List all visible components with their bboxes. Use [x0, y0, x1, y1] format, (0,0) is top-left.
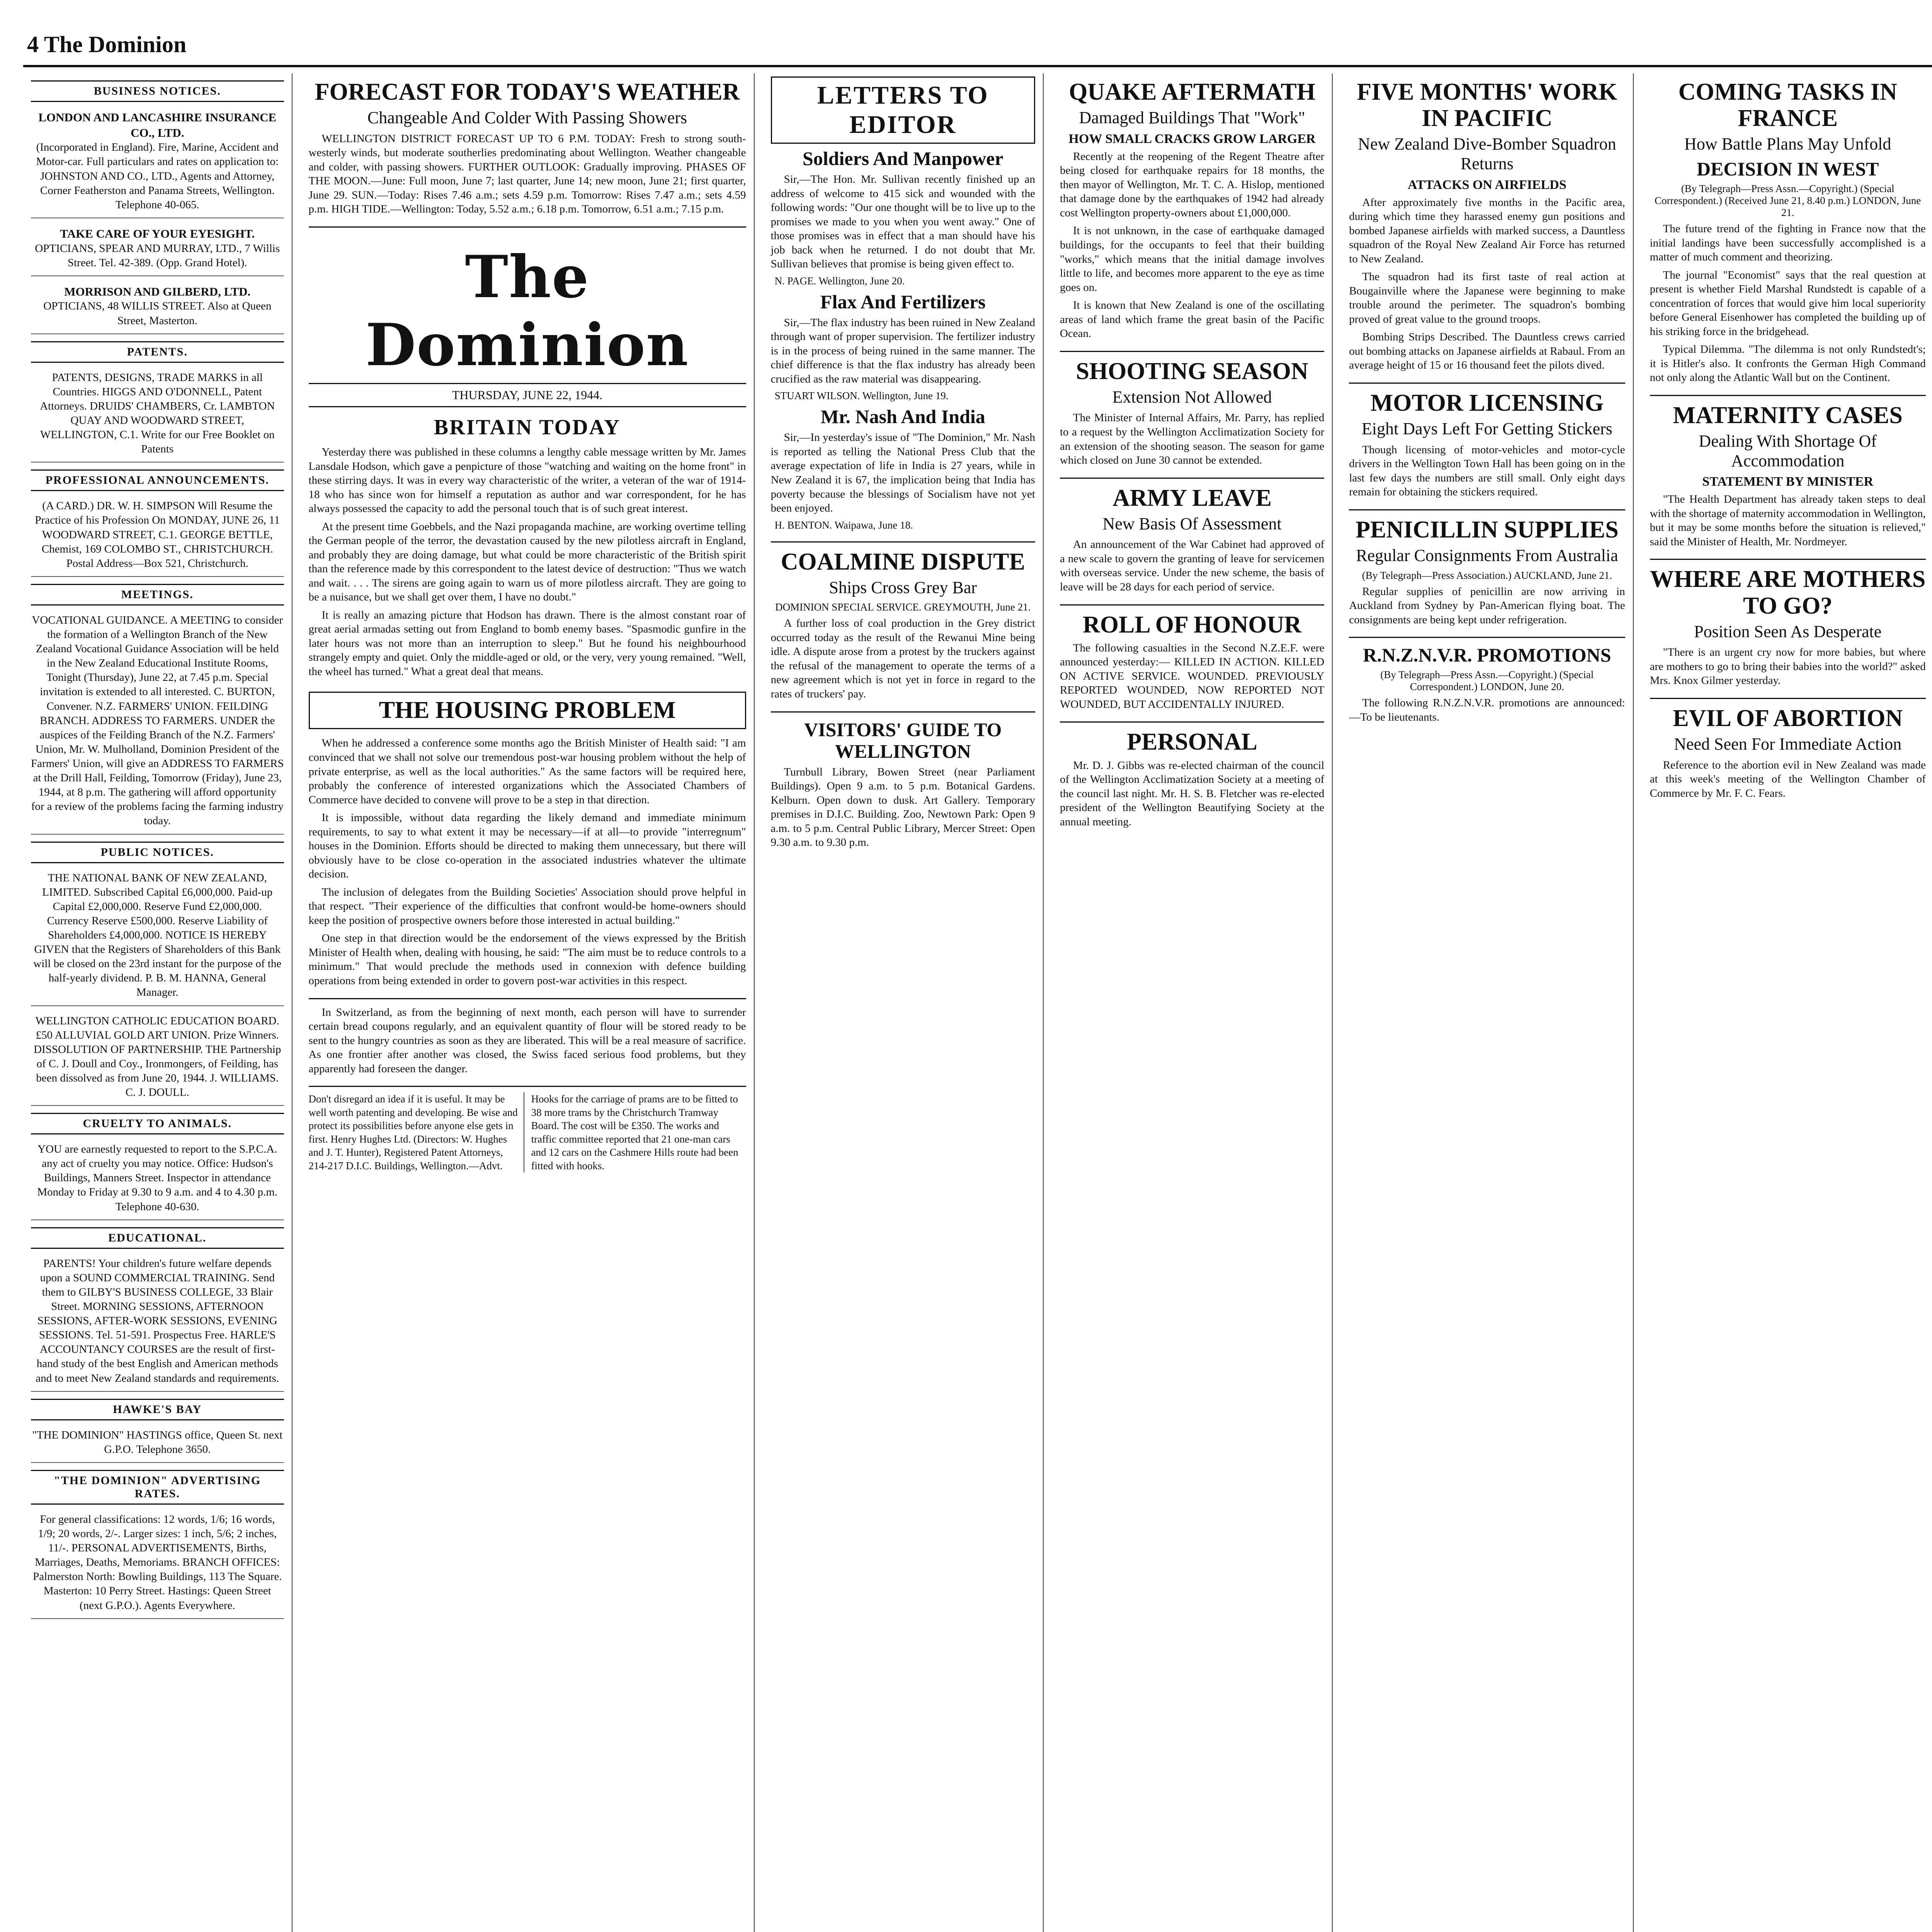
- professional-ad: (A CARD.) DR. W. H. SIMPSON Will Resume the Practice of his Profession On MONDAY, JUNE 26, 11 WOODWARD STREET, C.1. GEORGE BETTLE, Chemist, 169 COLOMBO ST., CHRISTCHURCH. Postal Address—Box 521, Christchurch.: [31, 495, 284, 577]
- editorial-paragraph: At the present time Goebbels, and the Nazi propaganda machine, are working overtime telling the German people of the terror, the devastation caused by the new pilotless aircraft in England, and probably they are doing damage, but what could be more characteristic of the British spirit than the reference made by this correspondent to the latest device of destruction: "Thus we watch and wait. . . . The sirens are going again to warn us of more pilotless aircraft. They are going to be a nuisance, but we shall get over them, I have no doubt.": [308, 520, 746, 604]
- pacific-paragraph: Bombing Strips Described. The Dauntless crews carried out bombing attacks on Japanese airfields at Rabaul. From an average height of 15 or 16 thousand feet the pilots dived.: [1349, 331, 1625, 372]
- divider: [771, 711, 1035, 713]
- educational-heading: EDUCATIONAL.: [31, 1227, 284, 1249]
- coal-headline: COALMINE DISPUTE: [781, 548, 1025, 575]
- classifieds-column: [23, 73, 293, 1932]
- divider: [309, 998, 746, 999]
- maternity-headline: MATERNITY CASES: [1673, 402, 1903, 429]
- abortion-text: Reference to the abortion evil in New Zealand was made at this week's meeting of the Wellington Chamber of Commerce by Mr. F. C. Fears.: [1650, 759, 1926, 799]
- page-masthead: [23, 0, 1932, 67]
- mothers-headline: WHERE ARE MOTHERS TO GO?: [1650, 566, 1926, 619]
- personal-text: Mr. D. J. Gibbs was re-elected chairman of the council of the Wellington Acclimatization Society at a meeting of the council last night. Mr. H. S. B. Fletcher was re-elected president of the Wellington Beautifying Society at the annual meeting.: [1060, 759, 1325, 828]
- weather-text: WELLINGTON DISTRICT FORECAST UP TO 6 P.M. TODAY: Fresh to strong south-westerly winds, but moderate southerlies predominating about Wellington. Weather changeable and colder, with passing showers. FURTHER OUTLOOK: Gradually improving. PHASES OF THE MOON.—June: Full moon, June 7; last quarter, June 14; new moon, June 21; first quarter, June 29. SUN.—Today: Rises 7.46 a.m.; sets 4.59 p.m. Tomorrow: Rises 7.47 a.m.; sets 4.59 p.m. HIGH TIDE.—Wellington: Today, 5.52 a.m.; 6.18 p.m. Tomorrow, 6.51 a.m.; 7.15 p.m.: [308, 132, 746, 216]
- patents-heading: PATENTS.: [31, 341, 284, 363]
- divider: [1060, 478, 1324, 479]
- divider: [1060, 721, 1324, 723]
- mothers-text: "There is an urgent cry now for more babies, but where are mothers to go to bring their babies into the world?" asked Mrs. Knox Gilmer yesterday.: [1650, 646, 1926, 687]
- divider: [1650, 698, 1926, 699]
- maternity-subhead-2: STATEMENT BY MINISTER: [1702, 474, 1874, 489]
- promotions-dateline: (By Telegraph—Press Assn.—Copyright.) (Special Correspondent.) LONDON, June 20.: [1380, 669, 1594, 693]
- penicillin-text: Regular supplies of penicillin are now arriving in Auckland from Sydney by Pan-American flying boat. The consignments are being kept under refrigeration.: [1349, 585, 1625, 626]
- abortion-subhead: Need Seen For Immediate Action: [1674, 735, 1902, 754]
- ad-title: TAKE CARE OF YOUR EYESIGHT.: [60, 226, 255, 240]
- france-subhead: How Battle Plans May Unfold: [1684, 134, 1891, 154]
- letter-text: Sir,—The Hon. Mr. Sullivan recently finished up an address of welcome to 415 sick and wounded with the following words: "Our one thought will be to live up to the promises we made to you when you went away." One of those promises was in effect that a man should have his job back when he returned. I do not doubt that Mr. Sullivan believes that promise is being given effect to.: [770, 173, 1035, 270]
- divider: [1060, 351, 1324, 352]
- penicillin-subhead: Regular Consignments From Australia: [1356, 546, 1618, 565]
- hawkes-bay-ad: "THE DOMINION" HASTINGS office, Queen St. next G.P.O. Telephone 3650.: [31, 1424, 284, 1463]
- quake-subhead: Damaged Buildings That "Work": [1079, 108, 1305, 128]
- issue-date: THURSDAY, JUNE 22, 1944.: [309, 383, 746, 407]
- editorial-paragraph: The inclusion of delegates from the Building Societies' Association should prove helpful in that respect. "Their experience of the difficulties that confront would-be home-owners should keep the position of prospective owners before those interested in actual building.": [308, 886, 746, 927]
- bottom-ads: [309, 1086, 746, 1172]
- pacific-subhead-2: ATTACKS ON AIRFIELDS: [1408, 177, 1566, 192]
- meetings-heading: MEETINGS.: [31, 584, 284, 605]
- insurance-ad: [31, 106, 284, 218]
- motor-headline: MOTOR LICENSING: [1370, 389, 1604, 416]
- coal-text: A further loss of coal production in the Grey district occurred today as the result of the Rewanui Mine being idle. A dispute arose from a protest by the truckers against the refusal of the management to operate the terms of a new agreement which is not yet in force in regard to the rates of truckers' pay.: [770, 617, 1035, 700]
- editorial-paragraph: It is impossible, without data regarding the likely demand and immediate minimum requirements, to say to what extent it may be necessary—if at all—to provide "interregnum" houses in the Dominion. Efforts should be directed to making them unnecessary, but there will obviously have to be close co-operation in the associated industries whatever the ultimate decision.: [308, 811, 746, 881]
- letters-title: LETTERS TO EDITOR: [771, 77, 1035, 144]
- visitors-text: Turnbull Library, Bowen Street (near Parliament Buildings). Open 9 a.m. to 5 p.m. Botanical Gardens. Kelburn. Open down to dusk. Art Gallery. Temporary premises in D.I.C. Building. Zoo, Newtown Park: Open 9 a.m. to 5 p.m. Central Public Library, Mercer Street: Open 9.30 a.m. to 9.30 p.m.: [770, 765, 1035, 849]
- france-paragraph: Typical Dilemma. "The dilemma is not only Rundstedt's; it is Hitler's also. It confronts the German High Command not only along the Atlantic Wall but on the Continent.: [1650, 343, 1926, 384]
- art-union-notice: WELLINGTON CATHOLIC EDUCATION BOARD. £50 ALLUVIAL GOLD ART UNION. Prize Winners. DISSOLUTION OF PARTNERSHIP. THE Partnership of C. J. Doull and Coy., Ironmongers, of Feilding, has been dissolved as from June 20, 1944. J. WILLIAMS. C. J. DOULL.: [31, 1010, 284, 1106]
- patent-ad: Don't disregard an idea if it is useful. It may be well worth patenting and developing. Be wise and protect its possibilities before anyone else gets in first. Henry Hughes Ltd. (Directors: W. Hughes and J. T. Hunter), Registered Patent Attorneys, 214-217 D.I.C. Buildings, Wellington.—Advt.: [309, 1092, 524, 1172]
- editorial-column: [301, 73, 755, 1932]
- patents-ad: PATENTS, DESIGNS, TRADE MARKS in all Countries. HIGGS AND O'DONNELL, Patent Attorneys. DRUIDS' CHAMBERS, Cr. LAMBTON QUAY AND WOODWARD STREET, WELLINGTON, C.1. Write for our Free Booklet on Patents: [31, 367, 284, 463]
- divider: [771, 541, 1035, 543]
- bank-notice: THE NATIONAL BANK OF NEW ZEALAND, LIMITED. Subscribed Capital £6,000,000. Paid-up Capital £2,000,000. Reserve Fund £2,000,000. Currency Reserve £500,000. Reserve Liability of Shareholders £4,000,000. NOTICE IS HEREBY GIVEN that the Registers of Shareholders of this Bank will be closed on the 23rd instant for the purpose of the half-yearly dividend. P. B. M. HANNA, General Manager.: [31, 867, 284, 1006]
- quake-paragraph: It is known that New Zealand is one of the oscillating areas of land which frame the great basin of the Pacific Ocean.: [1060, 299, 1325, 340]
- pacific-paragraph: After approximately five months in the Pacific area, during which time they harassed enemy gun positions and bombed Japanese airfields with marked success, a Dauntless squadron of the Royal New Zealand Air Force has returned to New Zealand.: [1349, 196, 1625, 265]
- shooting-headline: SHOOTING SEASON: [1076, 358, 1308, 384]
- meetings-ad: VOCATIONAL GUIDANCE. A MEETING to consider the formation of a Wellington Branch of the New Zealand Vocational Guidance Association will be held in the New Zealand Educational Institute Rooms, Tonight (Thursday), June 22, at 7.45 p.m. Special invitation is extended to all interested. C. BURTON, Convener. N.Z. FARMERS' UNION. FEILDING BRANCH. ADDRESS TO FARMERS. UNDER the auspices of the Feilding Branch of the N.Z. Farmers' Union, Mr. W. Mulholland, Dominion President of the Farmers' Union, will give an ADDRESS TO FARMERS at the Drill Hall, Feilding, Tomorrow (Friday), June 23, 1944, at 8 p.m. The gathering will afford opportunity for a review of the problems facing the farming industry today.: [31, 609, 284, 835]
- page-title: 4 The Dominion: [27, 32, 187, 57]
- maternity-text: "The Health Department has already taken steps to deal with the shortage of maternity accommodation in Wellington, but it may be some months before the situation is relieved," said the Minister of Health, Mr. Nordmeyer.: [1650, 493, 1926, 548]
- shooting-text: The Minister of Internal Affairs, Mr. Parry, has replied to a request by the Wellington Acclimatization Society for an extension of the shooting season. The season for game which closed on June 30 cannot be extended.: [1060, 412, 1325, 467]
- optician-ad: [31, 222, 284, 276]
- quake-subhead-2: HOW SMALL CRACKS GROW LARGER: [1068, 131, 1316, 146]
- letter-signature: STUART WILSON. Wellington, June 19.: [774, 390, 949, 402]
- rates-heading: "THE DOMINION" ADVERTISING RATES.: [31, 1470, 284, 1505]
- divider: [1349, 509, 1625, 510]
- tram-hooks-note: Hooks for the carriage of prams are to be fitted to 38 more trams by the Christchurch Tramway Board. The cost will be £350. The works and traffic committee reported that 21 one-man cars and 12 cars on the Cashmere Hills route had been fitted with hooks.: [531, 1093, 738, 1172]
- divider: [309, 226, 746, 228]
- editorial-headline-britain: BRITAIN TODAY: [434, 415, 621, 439]
- letter-headline: Mr. Nash And India: [820, 406, 985, 428]
- switzerland-paragraph: In Switzerland, as from the beginning of next month, each person will have to surrender certain bread coupons regularly, and an equivalent quantity of flour will be stored ready to be sent to the hungry countries as soon as they are liberated. This will be a real measure of sacrifice. As one frontier after another was closed, the Swiss faced serious food problems, but they apparently had foreseen the danger.: [308, 1006, 746, 1075]
- pacific-subhead: New Zealand Dive-Bomber Squadron Returns: [1358, 134, 1616, 173]
- dominion-logo: The Dominion: [366, 243, 689, 379]
- hawkes-bay-heading: HAWKE'S BAY: [31, 1399, 284, 1420]
- penicillin-dateline: (By Telegraph—Press Association.) AUCKLAND, June 21.: [1362, 569, 1612, 581]
- ad-title: MORRISON AND GILBERD, LTD.: [64, 284, 251, 298]
- editorial-paragraph: It is really an amazing picture that Hodson has drawn. There is the almost constant roar of great aerial armadas setting out from England to bomb enemy bases. "Spasmodic gunfire in the later hours was not more than an interruption to sleep." But he found his neighbourhood strangely empty and quiet. Only the middle-aged or old, or the very, very young remained. "Well, the wheel has turned." What a great deal that means.: [308, 609, 746, 678]
- letter-signature: H. BENTON. Waipawa, June 18.: [774, 519, 913, 531]
- france-headline: COMING TASKS IN FRANCE: [1678, 79, 1897, 132]
- ad-text: OPTICIANS, SPEAR AND MURRAY, LTD., 7 Willis Street. Tel. 42-389. (Opp. Grand Hotel).: [35, 242, 280, 269]
- rates-ad: For general classifications: 12 words, 1/6; 16 words, 1/9; 20 words, 2/-. Larger sizes: 1 inch, 5/6; 2 inches, 11/-. PERSONAL ADVERTISEMENTS, Births, Marriages, Deaths, Memoriams. BRANCH OFFICES: Palmerston North: Bowling Buildings, 113 The Square. Masterton: 10 Perry Street. Hastings: Queen Street (next G.P.O.). Agents Everywhere.: [31, 1509, 284, 1619]
- quake-headline: QUAKE AFTERMATH: [1069, 79, 1316, 105]
- visitors-headline: VISITORS' GUIDE TO WELLINGTON: [804, 718, 1002, 762]
- letter-headline: Soldiers And Manpower: [803, 148, 1003, 169]
- quake-paragraph: It is not unknown, in the case of earthquake damaged buildings, for the occupants to feel that their building "works," which means that the initial damage involves little to life, and becomes more apparent to the eye as time goes on.: [1060, 224, 1325, 294]
- france-paragraph: The future trend of the fighting in France now that the initial landings have been successfully accomplished is a matter of much comment and theorizing.: [1650, 222, 1926, 264]
- divider: [1349, 383, 1625, 384]
- france-paragraph: The journal "Economist" says that the real question at present is whether Field Marshal Rundstedt is capable of a concentration of forces that would give him local superiority before General Eisenhower has completed the building up of his striking force in the bridgehead.: [1650, 269, 1926, 338]
- france-subhead-2: DECISION IN WEST: [1696, 158, 1879, 180]
- letters-column: [763, 73, 1044, 1932]
- ad-text: OPTICIANS, 48 WILLIS STREET. Also at Queen Street, Masterton.: [43, 300, 272, 327]
- coal-subhead: Ships Cross Grey Bar: [829, 578, 977, 597]
- divider: [1650, 559, 1926, 560]
- pacific-headline: FIVE MONTHS' WORK IN PACIFIC: [1357, 79, 1617, 132]
- mothers-subhead: Position Seen As Desperate: [1694, 622, 1882, 641]
- france-dateline: (By Telegraph—Press Assn.—Copyright.) (Special Correspondent.) (Received June 21, 8.40 p.m.) LONDON, June 21.: [1655, 182, 1921, 218]
- weather-subhead: Changeable And Colder With Passing Showers: [367, 108, 687, 128]
- penicillin-headline: PENICILLIN SUPPLIES: [1355, 516, 1619, 543]
- abortion-headline: EVIL OF ABORTION: [1673, 705, 1903, 731]
- motor-text: Though licensing of motor-vehicles and motor-cycle drivers in the Wellington Town Hall has been going on in the last few days the numbers are still small. Only eight days remain for obtaining the stickers required.: [1349, 443, 1625, 498]
- business-notices-heading: BUSINESS NOTICES.: [31, 80, 284, 102]
- promotions-text: The following R.N.Z.N.V.R. promotions are announced:—To be lieutenants.: [1349, 697, 1625, 723]
- personal-headline: PERSONAL: [1127, 729, 1257, 755]
- army-text: An announcement of the War Cabinet had approved of a new scale to govern the granting of leave for servicemen with overseas service. Under the new scheme, the basis of leave will be 28 days for each period of service.: [1060, 538, 1325, 593]
- news-column-6: [1642, 73, 1932, 1932]
- divider: [1349, 637, 1625, 638]
- letter-text: Sir,—In yesterday's issue of "The Dominion," Mr. Nash is reported as telling the National Press Club that the average expectation of life in India is 27 years, while in New Zealand it is 67, the implication being that India has poverty because the blessings of Socialism have not yet been enjoyed.: [770, 431, 1035, 515]
- letter-headline: Flax And Fertilizers: [820, 291, 986, 313]
- army-headline: ARMY LEAVE: [1112, 485, 1272, 511]
- cruelty-heading: CRUELTY TO ANIMALS.: [31, 1113, 284, 1134]
- weather-headline: FORECAST FOR TODAY'S WEATHER: [315, 79, 740, 105]
- maternity-subhead: Dealing With Shortage Of Accommodation: [1699, 432, 1877, 470]
- editorial-paragraph: Yesterday there was published in these columns a lengthy cable message written by Mr. James Lansdale Hodson, which gave a penpicture of those "watching and waiting on the home front" in these stirring days. It was in every way characteristic of the writer, a veteran of the war of 1914-18 who has since won for himself a reputation as author and war correspondent, for he has always possessed the capacity to add the personal touch that is of such great interest.: [308, 446, 746, 515]
- promotions-headline: R.N.Z.N.V.R. PROMOTIONS: [1363, 644, 1611, 666]
- public-notices-heading: PUBLIC NOTICES.: [31, 842, 284, 863]
- roll-headline: ROLL OF HONOUR: [1083, 611, 1302, 638]
- army-subhead: New Basis Of Assessment: [1102, 514, 1282, 533]
- motor-subhead: Eight Days Left For Getting Stickers: [1362, 419, 1612, 439]
- ad-text: (Incorporated in England). Fire, Marine, Accident and Motor-car. Full particulars and rates on application to: JOHNSTON AND CO., LTD., Agents and Attorney, Corner Featherston and Panama Streets, Wellington. Telephone 40-065.: [36, 141, 279, 211]
- news-column-5: [1341, 73, 1633, 1932]
- shooting-subhead: Extension Not Allowed: [1112, 387, 1272, 406]
- divider: [1060, 604, 1324, 605]
- letter-text: Sir,—The flax industry has been ruined in New Zealand through want of proper supervision. The fertilizer industry is in the process of being ruined in the same manner. The chief difference is that the flax industry has already been crucified as the raw material was disappearing.: [770, 316, 1035, 385]
- coal-dateline: DOMINION SPECIAL SERVICE. GREYMOUTH, June 21.: [775, 601, 1031, 613]
- divider: [1650, 395, 1926, 396]
- editorial-paragraph: One step in that direction would be the endorsement of the views expressed by the British Minister of Health when, dealing with housing, he said: "The aim must be to reduce controls to a minimum." That would preclude the methods used in connexion with defence building operations from being extended in order to govern post-war activities in this respect.: [308, 932, 746, 987]
- educational-ad: PARENTS! Your children's future welfare depends upon a SOUND COMMERCIAL TRAINING. Send them to GILBY'S BUSINESS COLLEGE, 33 Blair Street. MORNING SESSIONS, AFTERNOON SESSIONS, AFTER-WORK SESSIONS, EVENING SESSIONS. Tel. 51-591. Prospectus Free. HARLE'S ACCOUNTANCY COURSES are the result of first-hand study of the best English and American methods and to meet New Zealand standards and requirements.: [31, 1253, 284, 1392]
- editorial-paragraph: When he addressed a conference some months ago the British Minister of Health said: "I am convinced that we shall not solve our tremendous post-war housing problem without the help of private enterprise, as well as the local authorities." As the same factors will be required here, probably the conference of interested organizations which the Associated Chambers of Commerce have decided to convene will prove to be a step in that direction.: [308, 737, 746, 806]
- letter-signature: N. PAGE. Wellington, June 20.: [774, 275, 905, 287]
- quake-paragraph: Recently at the reopening of the Regent Theatre after being closed for earthquake repairs for 18 months, the then mayor of Wellington, Mr. T. C. A. Hislop, mentioned that damage done by the earthquakes of 1942 had already cost Wellington property-owners about £1,000,000.: [1060, 150, 1325, 219]
- roll-text: The following casualties in the Second N.Z.E.F. were announced yesterday:— KILLED IN ACTION. KILLED ON ACTIVE SERVICE. WOUNDED. PREVIOUSLY REPORTED WOUNDED, NOW REPORTED NOT WOUNDED, BUT ACCIDENTALLY INJURED.: [1060, 641, 1325, 711]
- cruelty-notice: YOU are earnestly requested to report to the S.P.C.A. any act of cruelty you may notice. Office: Hudson's Buildings, Manners Street. Inspector in attendance Monday to Friday at 9.30 to 9 a.m. and 4 to 4.30 p.m. Telephone 40-630.: [31, 1138, 284, 1220]
- optician-ad-2: [31, 280, 284, 334]
- news-column-4: [1052, 73, 1333, 1932]
- pacific-paragraph: The squadron had its first taste of real action at Bougainville where the Japanese were beginning to make trouble around the perimeter. The squadron's bombing proved of great value to the ground troops.: [1349, 270, 1625, 325]
- professional-heading: PROFESSIONAL ANNOUNCEMENTS.: [31, 469, 284, 491]
- ad-title: LONDON AND LANCASHIRE INSURANCE CO., LTD.: [38, 111, 277, 139]
- editorial-headline-housing: THE HOUSING PROBLEM: [309, 692, 746, 729]
